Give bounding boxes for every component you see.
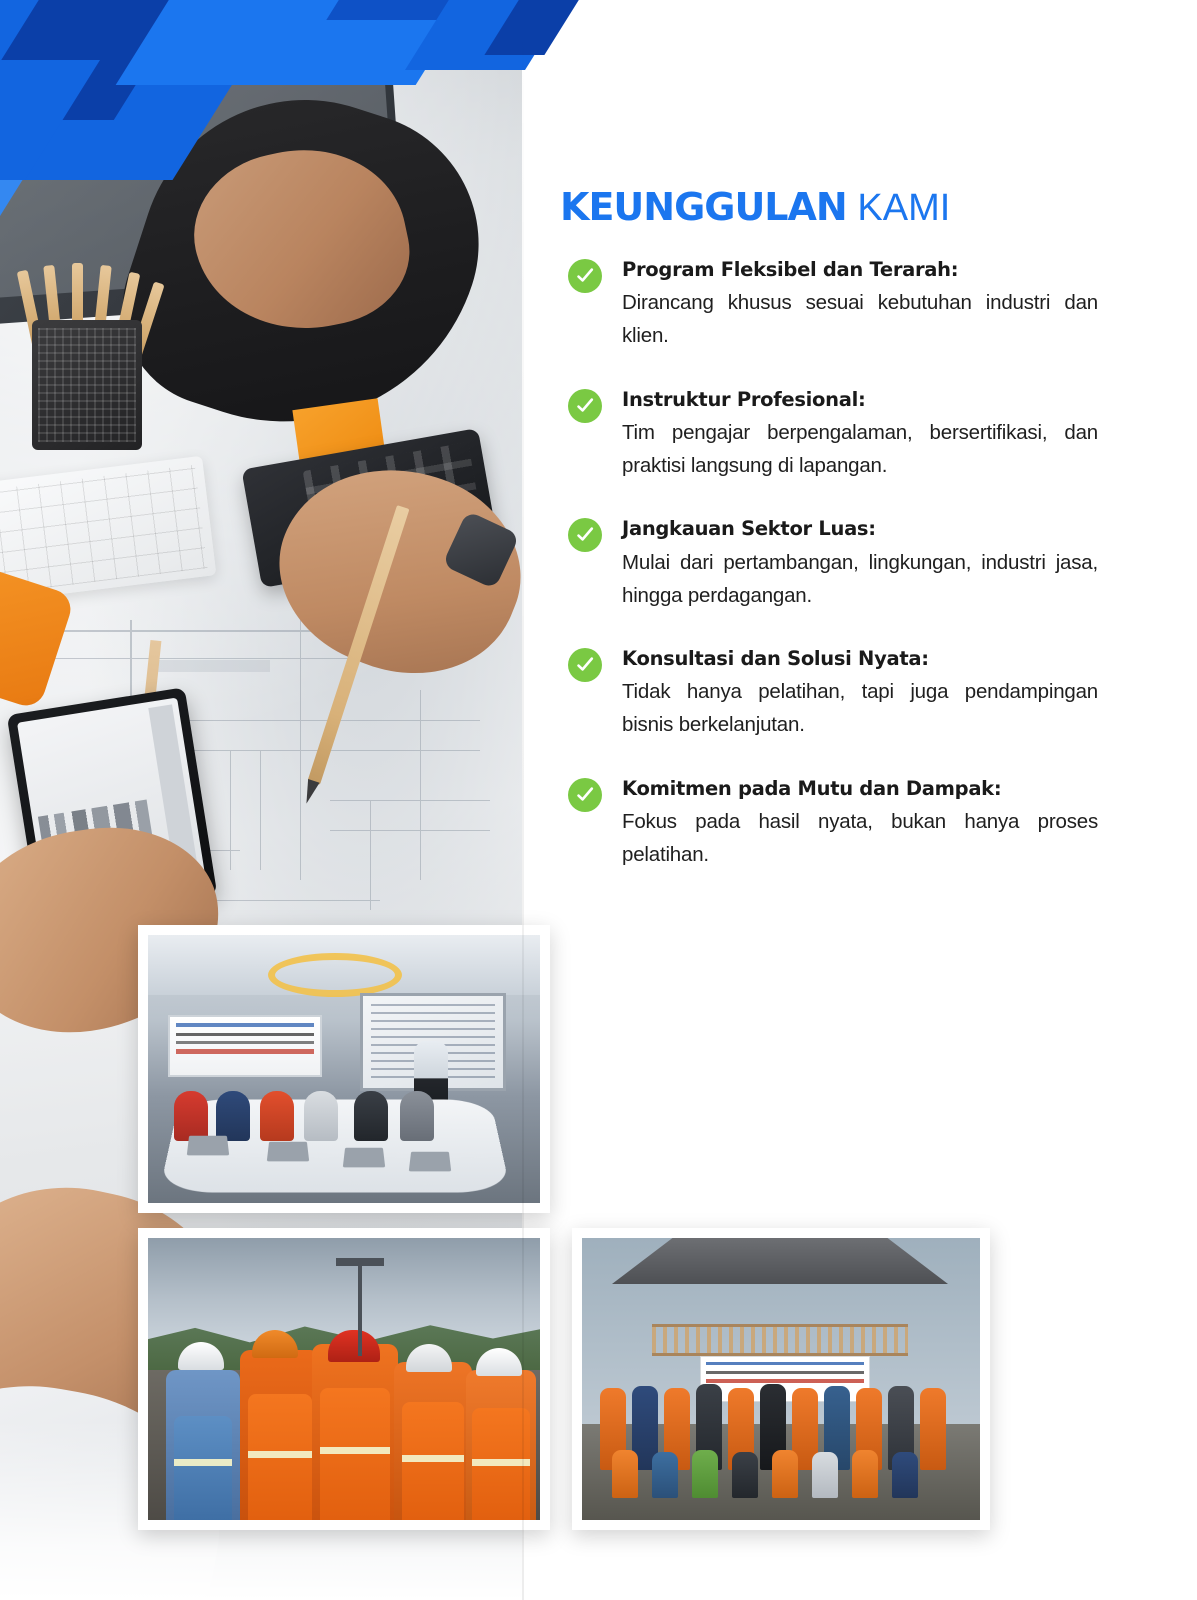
advantage-title: Jangkauan Sektor Luas: <box>622 517 876 541</box>
check-circle-icon <box>568 778 602 812</box>
advantages-list <box>560 255 1098 903</box>
check-circle-icon <box>568 389 602 423</box>
advantage-title: Komitmen pada Mutu dan Dampak: <box>622 776 1002 800</box>
check-circle-icon <box>568 259 602 293</box>
check-circle-icon <box>568 518 602 552</box>
advantage-title: Instruktur Profesional: <box>622 387 866 411</box>
list-item <box>560 255 1098 353</box>
meeting-room-photo <box>138 925 550 1213</box>
content-column <box>522 0 1197 1600</box>
advantage-description: Fokus pada hasil nyata, bukan hanya proses pelatihan. <box>622 809 1098 867</box>
page-title-light: KAMI <box>857 187 951 229</box>
list-item <box>560 514 1098 612</box>
advantage-description: Dirancang khusus sesuai kebutuhan industri dan klien. <box>622 291 1098 348</box>
pencil-cup-shape <box>32 320 142 450</box>
list-item <box>560 774 1098 872</box>
advantage-title: Konsultasi dan Solusi Nyata: <box>622 646 929 670</box>
field-workers-photo <box>138 1228 550 1530</box>
advantage-description: Mulai dari pertambangan, lingkungan, industri jasa, hingga perdagangan. <box>622 550 1098 607</box>
column-divider <box>522 0 524 1600</box>
page-title <box>560 185 950 230</box>
ceiling-light-shape <box>268 953 402 997</box>
list-item <box>560 385 1098 483</box>
advantage-title: Program Fleksibel dan Terarah: <box>622 258 959 281</box>
event-banner-shape <box>168 1015 322 1077</box>
list-item <box>560 644 1098 742</box>
advantage-description: Tim pengajar berpengalaman, bersertifikasi, dan praktisi langsung di lapangan. <box>622 420 1098 478</box>
page-title-bold: KEUNGGULAN <box>560 185 847 229</box>
advantage-description: Tidak hanya pelatihan, tapi juga pendampingan bisnis berkelanjutan. <box>622 680 1098 737</box>
check-circle-icon <box>568 648 602 682</box>
